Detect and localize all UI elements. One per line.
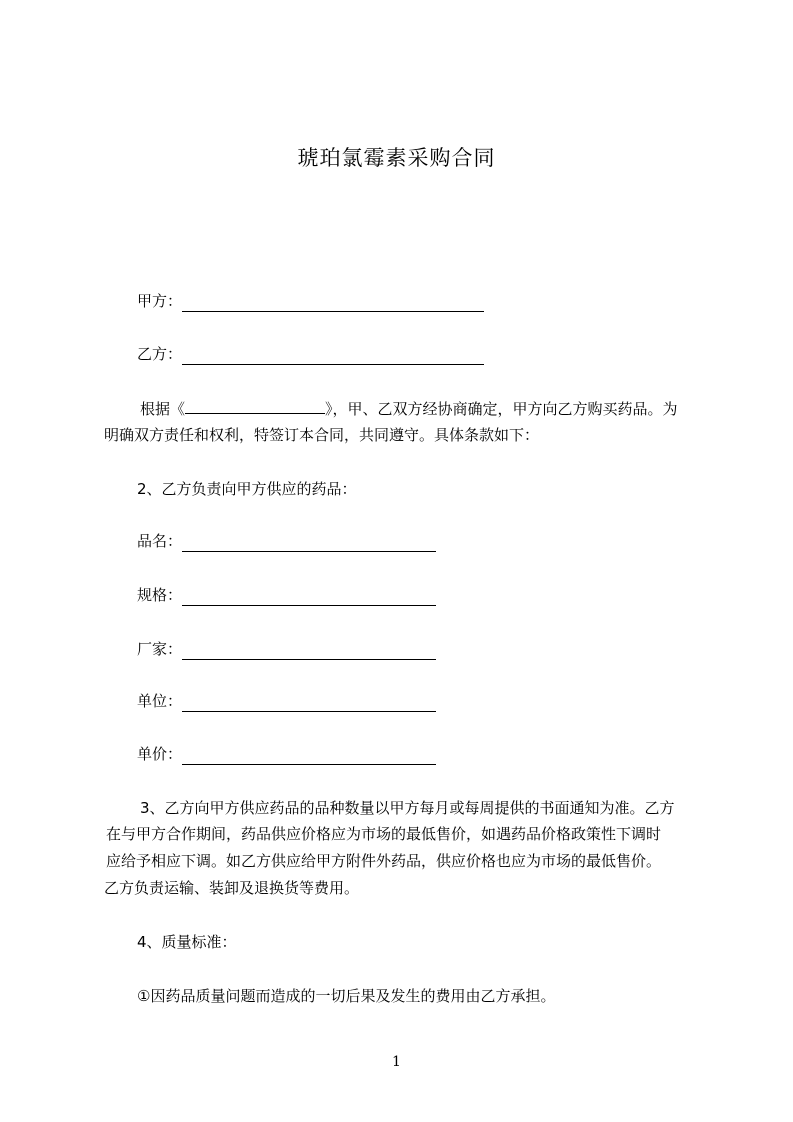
field-label: 单价： [137, 745, 183, 763]
field-unit [137, 690, 436, 712]
clause-2: 2、乙方负责向甲方供应的药品： [137, 480, 357, 498]
field-label: 厂家： [137, 640, 183, 658]
field-label: 单位： [137, 692, 183, 710]
unit-price-blank[interactable] [182, 747, 436, 765]
product-name-blank[interactable] [182, 534, 436, 552]
field-label: 规格： [137, 586, 183, 604]
clause-4-item-1: ①因药品质量问题而造成的一切后果及发生的费用由乙方承担。 [137, 987, 556, 1005]
clause-3-line-1: 3、乙方向甲方供应药品的品种数量以甲方每月或每周提供的书面通知为准。乙方 [140, 799, 675, 817]
clause-3-line-4: 乙方负责运输、装卸及退换货等费用。 [104, 879, 360, 897]
clause-4: 4、质量标准： [137, 933, 237, 951]
intro-prefix: 根据《 [140, 400, 186, 418]
basis-document-blank[interactable] [185, 397, 325, 414]
specification-blank[interactable] [182, 588, 436, 606]
party-a-blank[interactable] [182, 294, 484, 312]
field-specification [137, 584, 436, 606]
intro-line-1 [140, 395, 678, 423]
field-product-name [137, 530, 436, 552]
party-b-label: 乙方： [137, 345, 183, 363]
intro-suffix: 》，甲、乙双方经协商确定，甲方向乙方购买药品。为 [325, 400, 678, 418]
manufacturer-blank[interactable] [182, 642, 436, 660]
page-number: 1 [392, 1054, 401, 1070]
contract-title: 琥珀氯霉素采购合同 [297, 146, 496, 170]
field-label: 品名： [137, 532, 183, 550]
party-a-field [137, 290, 484, 312]
party-b-blank[interactable] [182, 347, 484, 365]
clause-3-line-3: 应给予相应下调。如乙方供应给甲方附件外药品，供应价格也应为市场的最低售价。 [106, 852, 662, 870]
party-b-field [137, 343, 484, 365]
field-unit-price [137, 743, 436, 765]
field-manufacturer [137, 638, 436, 660]
clause-3-line-2: 在与甲方合作期间，药品供应价格应为市场的最低售价，如遇药品价格政策性下调时 [106, 825, 662, 843]
party-a-label: 甲方： [137, 292, 183, 310]
intro-line-2: 明确双方责任和权利，特签订本合同，共同遵守。具体条款如下： [104, 426, 540, 444]
unit-blank[interactable] [182, 694, 436, 712]
